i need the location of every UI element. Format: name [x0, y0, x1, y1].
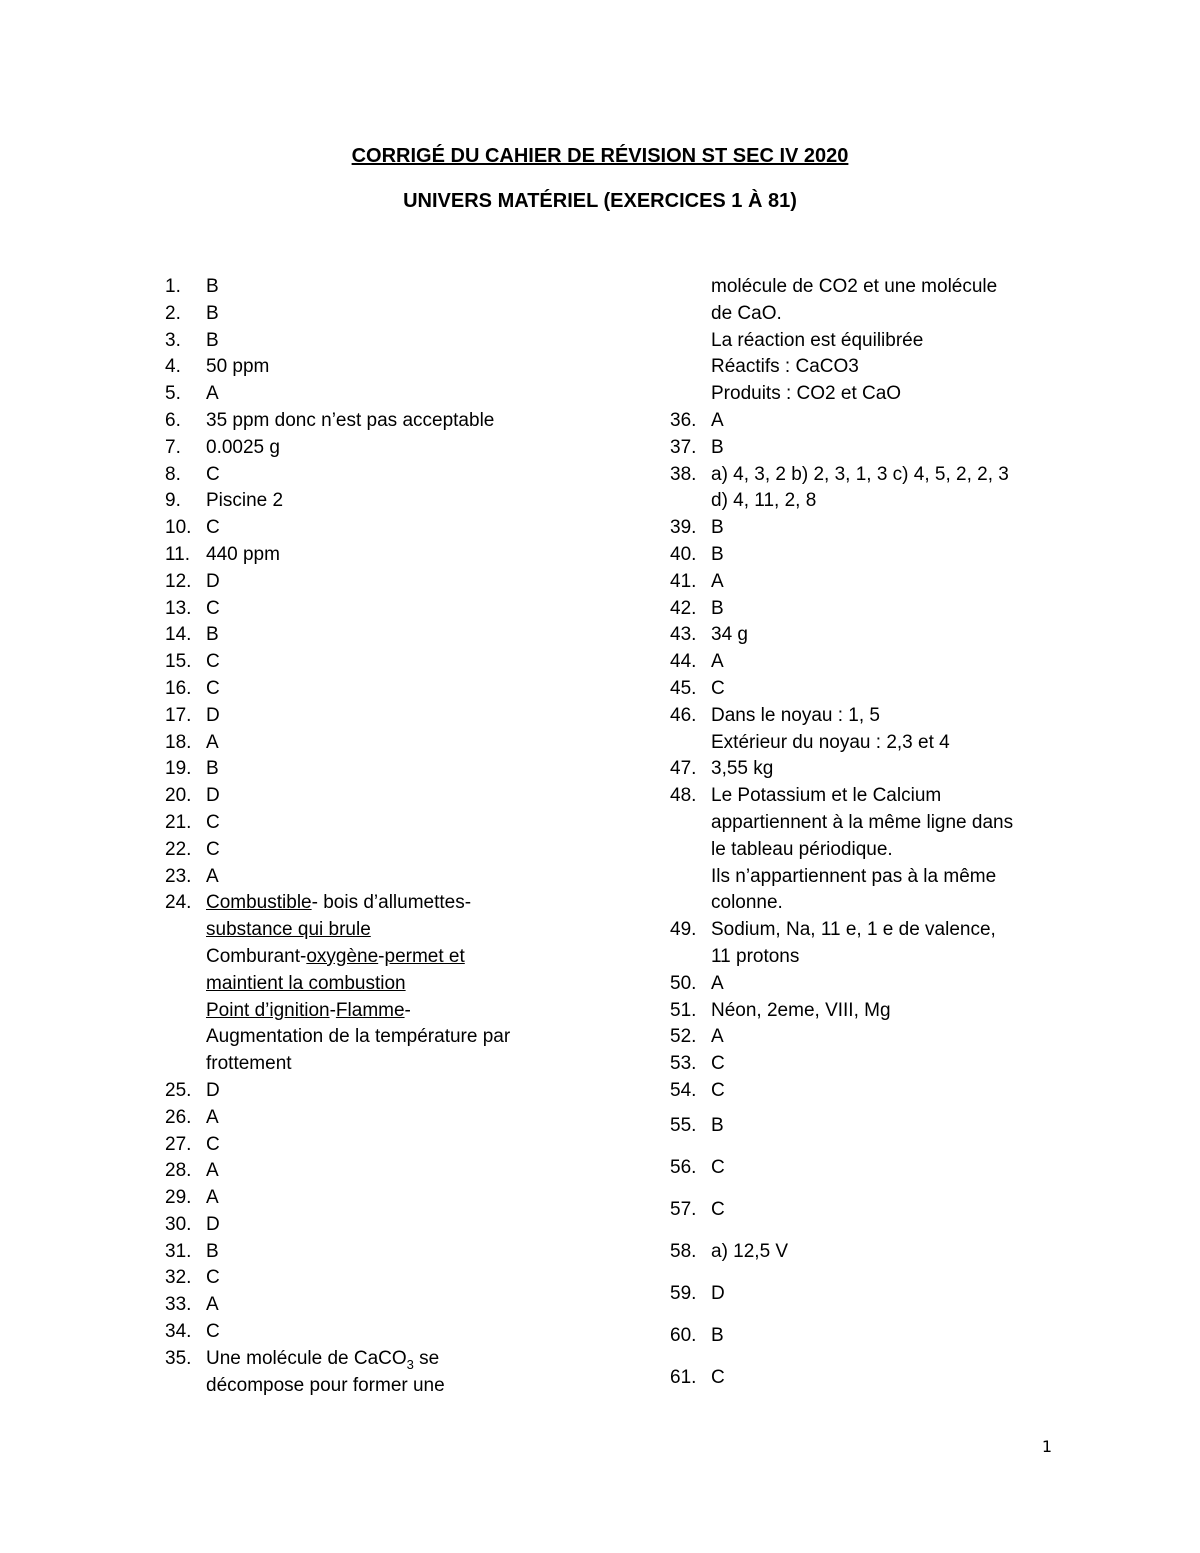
- answer-text: Réactifs : CaCO3: [711, 356, 859, 378]
- answer-text: C: [206, 677, 220, 699]
- answer-item: [165, 1239, 605, 1266]
- answer-text: B: [206, 1240, 219, 1262]
- answer-text: C: [206, 1267, 220, 1289]
- answer-number: 13.: [165, 597, 192, 619]
- answer-number: 38.: [670, 463, 697, 485]
- answer-number: 26.: [165, 1106, 192, 1128]
- answer-number: 39.: [670, 517, 697, 539]
- answer-text: A: [711, 409, 724, 431]
- answer-text: substance qui brule: [206, 919, 371, 941]
- answer-text: le tableau périodique.: [711, 838, 893, 860]
- answer-text: C: [206, 811, 220, 833]
- answer-number: 49.: [670, 919, 697, 941]
- answer-item: [165, 810, 605, 837]
- answer-text: B: [711, 517, 724, 539]
- answer-text: Comburant-: [206, 945, 307, 967]
- answer-text: C: [206, 517, 220, 539]
- answer-item: [165, 435, 605, 462]
- answer-item: [165, 596, 605, 623]
- answer-text: C: [206, 838, 220, 860]
- answer-number: 37.: [670, 436, 697, 458]
- answer-number: 32.: [165, 1267, 192, 1289]
- answer-48: [670, 783, 1070, 917]
- answer-item: [165, 408, 605, 435]
- answer-text: -: [329, 999, 336, 1021]
- answer-item: [165, 1292, 605, 1319]
- answer-text: D: [206, 704, 220, 726]
- answer-item: [670, 649, 1070, 676]
- answer-text: C: [206, 1321, 220, 1343]
- answer-number: 58.: [670, 1240, 697, 1262]
- answer-item: [165, 1105, 605, 1132]
- answer-item: [165, 676, 605, 703]
- answer-number: 22.: [165, 838, 192, 860]
- answer-number: 15.: [165, 651, 192, 673]
- answer-text: 0.0025 g: [206, 436, 280, 458]
- answer-item: [670, 1357, 1070, 1399]
- answer-number: 14.: [165, 624, 192, 646]
- answer-text: A: [206, 1187, 219, 1209]
- answer-text: se: [413, 1347, 440, 1369]
- subscript: 3: [406, 1356, 414, 1372]
- answer-number: 51.: [670, 999, 697, 1021]
- answer-number: 35.: [165, 1347, 192, 1369]
- answer-item: [670, 676, 1070, 703]
- answer-text: B: [711, 543, 724, 565]
- answer-text: D: [206, 570, 220, 592]
- answer-number: 29.: [165, 1187, 192, 1209]
- answer-item: [165, 488, 605, 515]
- answer-text: a) 12,5 V: [711, 1240, 789, 1262]
- answer-item: [165, 864, 605, 891]
- answer-text: Néon, 2eme, VIII, Mg: [711, 999, 891, 1021]
- answer-number: 52.: [670, 1026, 697, 1048]
- answer-item: [165, 542, 605, 569]
- answer-number: 2.: [165, 302, 181, 324]
- answer-text: 34 g: [711, 624, 748, 646]
- answer-text: Ils n’appartiennent pas à la même: [711, 865, 997, 887]
- answer-number: 9.: [165, 490, 181, 512]
- answer-item: [670, 1147, 1070, 1189]
- answer-group-36-37: [670, 408, 1070, 462]
- answer-number: 4.: [165, 356, 181, 378]
- answer-text: d) 4, 11, 2, 8: [711, 490, 817, 512]
- answer-text: La réaction est équilibrée: [711, 329, 924, 351]
- answer-number: 59.: [670, 1282, 697, 1304]
- answer-item: [670, 542, 1070, 569]
- answer-text: colonne.: [711, 892, 783, 914]
- answer-number: 1.: [165, 276, 181, 297]
- answer-text: B: [206, 276, 219, 297]
- answer-item: [165, 354, 605, 381]
- answer-number: 8.: [165, 463, 181, 485]
- answer-text: 3,55 kg: [711, 758, 774, 780]
- answer-text: Point d’ignition: [206, 999, 330, 1021]
- answer-number: 18.: [165, 731, 192, 753]
- answer-text: molécule de CO2 et une molécule: [711, 276, 998, 297]
- answer-text: A: [206, 383, 219, 405]
- answer-number: 61.: [670, 1366, 697, 1388]
- answer-item: [165, 1158, 605, 1185]
- answer-text: A: [711, 651, 724, 673]
- answer-item: [670, 998, 1070, 1025]
- answer-number: 28.: [165, 1160, 192, 1182]
- answer-group-55-61: [670, 1105, 1070, 1399]
- left-column: [165, 274, 605, 1399]
- answer-item: [670, 1051, 1070, 1078]
- answer-group-1-23: [165, 274, 605, 890]
- answer-number: 20.: [165, 785, 192, 807]
- answer-text: oxygène: [306, 945, 379, 967]
- answer-number: 17.: [165, 704, 192, 726]
- answer-text: A: [206, 731, 219, 753]
- answer-text: D: [206, 1213, 220, 1235]
- answer-38: [670, 462, 1070, 516]
- answer-number: 42.: [670, 597, 697, 619]
- page-subtitle: UNIVERS MATÉRIEL (EXERCICES 1 À 81): [403, 190, 797, 212]
- answer-47: [670, 756, 1070, 783]
- answer-item: [165, 837, 605, 864]
- answer-item: [165, 462, 605, 489]
- answer-item: [670, 435, 1070, 462]
- answer-item: [165, 381, 605, 408]
- answer-number: 34.: [165, 1321, 192, 1343]
- answer-number: 53.: [670, 1053, 697, 1075]
- answer-text: décompose pour former une: [206, 1374, 445, 1396]
- answer-item: [165, 328, 605, 355]
- answer-24: [165, 890, 605, 1078]
- answer-item: [165, 515, 605, 542]
- answer-text: B: [711, 436, 724, 458]
- page-title: CORRIGÉ DU CAHIER DE RÉVISION ST SEC IV 2020: [351, 145, 849, 167]
- answer-item: [165, 649, 605, 676]
- answer-number: 43.: [670, 624, 697, 646]
- answer-number: 54.: [670, 1079, 697, 1101]
- answer-text: C: [711, 1079, 725, 1101]
- answer-text: C: [711, 1366, 725, 1388]
- answer-number: 57.: [670, 1198, 697, 1220]
- answer-text: 35 ppm donc n’est pas acceptable: [206, 409, 495, 431]
- answer-number: 31.: [165, 1240, 192, 1262]
- answer-item: [670, 1273, 1070, 1315]
- answer-number: 16.: [165, 677, 192, 699]
- answer-text: Augmentation de la température par: [206, 1026, 511, 1048]
- answer-number: 12.: [165, 570, 192, 592]
- answer-text: C: [206, 1133, 220, 1155]
- answer-item: [670, 1231, 1070, 1273]
- answer-text: appartiennent à la même ligne dans: [711, 811, 1014, 833]
- answer-number: 55.: [670, 1114, 697, 1136]
- answer-text: de CaO.: [711, 302, 782, 324]
- answer-text: 440 ppm: [206, 543, 280, 565]
- answer-number: 27.: [165, 1133, 192, 1155]
- answer-item: [165, 1265, 605, 1292]
- answer-item: [165, 301, 605, 328]
- answer-text: C: [206, 463, 220, 485]
- answer-item: [165, 274, 605, 301]
- answer-group-39-45: [670, 515, 1070, 703]
- answer-text: frottement: [206, 1053, 292, 1075]
- answer-text: Combustible: [206, 892, 312, 914]
- answer-35: [165, 1346, 605, 1400]
- answer-number: 3.: [165, 329, 181, 351]
- answer-text: 50 ppm: [206, 356, 270, 378]
- answer-item: [165, 783, 605, 810]
- answer-text: -: [404, 999, 411, 1021]
- answer-item: [670, 1105, 1070, 1147]
- answer-number: 30.: [165, 1213, 192, 1235]
- answer-text: permet et: [384, 945, 465, 967]
- answer-number: 6.: [165, 409, 181, 431]
- answer-item: [165, 756, 605, 783]
- answer-number: 23.: [165, 865, 192, 887]
- answer-text: B: [206, 329, 219, 351]
- answer-text: -: [378, 945, 385, 967]
- answer-49: [670, 917, 1070, 971]
- answer-item: [670, 622, 1070, 649]
- answer-item: [165, 1078, 605, 1105]
- answer-text: B: [206, 624, 219, 646]
- answer-text: B: [206, 758, 219, 780]
- answer-text: B: [206, 302, 219, 324]
- page-number: 1: [1041, 1437, 1052, 1456]
- answer-text: Le Potassium et le Calcium: [711, 785, 942, 807]
- answer-text: maintient la combustion: [206, 972, 406, 994]
- answer-text: - bois d’allumettes-: [311, 892, 472, 914]
- answer-text: D: [206, 1079, 220, 1101]
- answer-text: Sodium, Na, 11 e, 1 e de valence,: [711, 919, 996, 941]
- answer-item: [670, 1189, 1070, 1231]
- answer-number: 60.: [670, 1324, 697, 1346]
- answer-number: 21.: [165, 811, 192, 833]
- answer-text: D: [206, 785, 220, 807]
- answer-item: [670, 971, 1070, 998]
- answer-text: D: [711, 1282, 725, 1304]
- answer-group-25-34: [165, 1078, 605, 1346]
- answer-item: [165, 703, 605, 730]
- answer-number: 45.: [670, 677, 697, 699]
- answer-number: 44.: [670, 651, 697, 673]
- answer-text: A: [206, 865, 219, 887]
- answer-number: 41.: [670, 570, 697, 592]
- answer-text: A: [206, 1294, 219, 1316]
- answer-item: [165, 1132, 605, 1159]
- answer-number: 40.: [670, 543, 697, 565]
- answer-number: 56.: [670, 1156, 697, 1178]
- answer-item: [670, 569, 1070, 596]
- answer-number: 50.: [670, 972, 697, 994]
- answer-item: [670, 515, 1070, 542]
- answer-item: [670, 408, 1070, 435]
- answer-number: 24.: [165, 892, 192, 914]
- answer-text: A: [206, 1106, 219, 1128]
- answer-text: B: [711, 597, 724, 619]
- answer-number: 25.: [165, 1079, 192, 1101]
- answer-item: [670, 1024, 1070, 1051]
- answer-item: [165, 1212, 605, 1239]
- answer-text: C: [711, 1053, 725, 1075]
- answer-item: [670, 596, 1070, 623]
- answer-text: C: [711, 1198, 725, 1220]
- answer-text: B: [711, 1324, 724, 1346]
- answer-text: C: [711, 677, 725, 699]
- answer-text: C: [206, 597, 220, 619]
- answer-text: Extérieur du noyau : 2,3 et 4: [711, 731, 950, 753]
- answer-number: 19.: [165, 758, 192, 780]
- answer-number: 36.: [670, 409, 697, 431]
- answer-text: A: [711, 972, 724, 994]
- answer-number: 48.: [670, 785, 697, 807]
- answer-number: 46.: [670, 704, 697, 726]
- answer-number: 7.: [165, 436, 181, 458]
- answer-text: A: [711, 570, 724, 592]
- right-column: [670, 274, 1070, 1399]
- answer-number: 10.: [165, 517, 192, 539]
- answer-text: 11 protons: [711, 945, 800, 967]
- answer-item: [670, 1078, 1070, 1105]
- answer-text: Flamme: [335, 999, 405, 1021]
- answer-text: Une molécule de CaCO: [206, 1347, 407, 1369]
- answer-text: Dans le noyau : 1, 5: [711, 704, 880, 726]
- answer-item: [165, 1185, 605, 1212]
- answer-number: 5.: [165, 383, 181, 405]
- answer-item: [165, 622, 605, 649]
- answer-group-50-54: [670, 971, 1070, 1105]
- answer-text: a) 4, 3, 2 b) 2, 3, 1, 3 c) 4, 5, 2, 2, 3: [711, 463, 1009, 485]
- answer-text: A: [206, 1160, 219, 1182]
- answer-text: Produits : CO2 et CaO: [711, 383, 902, 405]
- answer-text: C: [206, 651, 220, 673]
- answer-text: Piscine 2: [206, 490, 284, 512]
- answer-46: [670, 703, 1070, 757]
- answer-item: [165, 730, 605, 757]
- answer-35-continued: [670, 274, 1070, 408]
- answer-number: 47.: [670, 758, 697, 780]
- answer-text: C: [711, 1156, 725, 1178]
- answer-text: B: [711, 1114, 724, 1136]
- answer-item: [165, 569, 605, 596]
- answer-number: 11.: [165, 543, 191, 565]
- answer-item: [165, 1319, 605, 1346]
- answer-item: [670, 1315, 1070, 1357]
- answer-number: 33.: [165, 1294, 192, 1316]
- answer-text: A: [711, 1026, 724, 1048]
